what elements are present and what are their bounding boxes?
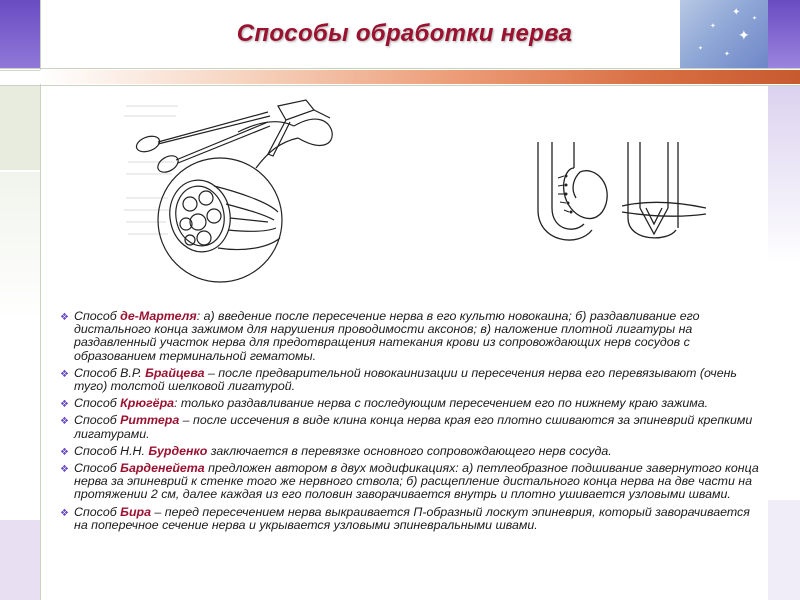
list-item xyxy=(58,462,764,502)
frame-line-left xyxy=(40,0,41,600)
left-lavender-block xyxy=(0,520,40,600)
method-prefix: Способ В.Р. xyxy=(74,365,146,380)
method-name: Брайцева xyxy=(145,365,205,380)
method-prefix: Способ xyxy=(74,461,121,476)
method-prefix: Способ xyxy=(74,396,121,411)
method-text: – после предварительной новокаинизации и пересечения нерва его перевязывают (очень туго) толстой шелковой лигатурой. xyxy=(74,365,737,394)
right-purple-block xyxy=(768,0,800,68)
method-prefix: Способ Н.Н. xyxy=(74,443,149,458)
sparkle-icon: ✦ xyxy=(752,16,758,22)
method-prefix: Способ xyxy=(74,504,121,519)
list-item xyxy=(58,367,764,393)
nerve-suture-illustration xyxy=(528,138,706,258)
method-prefix: Способ xyxy=(74,309,121,323)
diamond-bullet-icon: ❖ xyxy=(60,312,69,323)
method-prefix: Способ xyxy=(74,413,121,428)
left-decor-column xyxy=(0,0,40,600)
method-text: – перед пересечением нерва выкраивается П-образный лоскут эпиневрия, который заворачивается на поперечное сечение нерва и укрывается узловыми эпиневральными швами. xyxy=(74,504,750,532)
nerve-ligation-illustration xyxy=(118,92,350,288)
method-text: – после иссечения в виде клина конца нерва края его плотно сшиваются за эпиневрий крепкими лигатурами. xyxy=(74,413,753,441)
left-purple-block xyxy=(0,0,40,68)
right-lavender-fade xyxy=(768,86,800,266)
method-name: Бира xyxy=(120,504,151,519)
diamond-bullet-icon: ❖ xyxy=(60,464,69,476)
sparkle-icon: ✦ xyxy=(724,51,730,58)
sparkle-icon: ✦ xyxy=(738,27,750,43)
method-name: Риттера xyxy=(120,413,180,428)
left-white-block xyxy=(0,70,40,86)
diamond-bullet-icon: ❖ xyxy=(60,507,69,519)
divider-bottom xyxy=(0,85,800,86)
diamond-bullet-icon: ❖ xyxy=(60,446,69,458)
methods-list xyxy=(58,310,764,536)
method-name: Бурденко xyxy=(148,443,208,458)
right-decor-column xyxy=(768,0,800,600)
method-text: предложен автором в двух модификациях: а) петлеобразное подшивание завернутого конца нерва за эпиневрий к стенке того же нервного ствола; б) расщепление дистального конца нерва на две части на протяжении 2 см, далее каждая из его половин заворачивается внутрь и плотно ушивается узловыми швами. xyxy=(74,461,759,502)
method-name: Крюгёра xyxy=(120,396,175,411)
right-lavender-block xyxy=(768,500,800,600)
orange-gradient-bar xyxy=(40,70,800,84)
slide-title: Способы обработки нерва xyxy=(236,20,573,47)
sparkle-icon: ✦ xyxy=(698,46,704,52)
diamond-bullet-icon: ❖ xyxy=(60,416,69,428)
method-text: : а) введение после пересечение нерва в его культю новокаина; б) раздавливание его дистального конца зажимом для нарушения проводимости аксонов; в) наложение плотной лигатуры на раздавленный участок нерва для предотвращения натекания крови из сопровождающих нерв сосудов с образованием терминальной гематомы. xyxy=(74,309,700,363)
list-item xyxy=(58,397,764,410)
diamond-bullet-icon: ❖ xyxy=(60,368,69,380)
divider-top xyxy=(0,68,800,69)
left-green-block xyxy=(0,86,40,170)
method-text: заключается в перевязке основного сопровождающего нерв сосуда. xyxy=(207,443,612,458)
left-fade-block xyxy=(0,172,40,322)
sparkle-icon: ✦ xyxy=(710,23,716,30)
method-name: Барденейета xyxy=(120,461,205,476)
list-item xyxy=(58,506,764,532)
list-item xyxy=(58,445,764,458)
method-name: де-Мартеля xyxy=(120,309,197,323)
diamond-bullet-icon: ❖ xyxy=(60,399,69,411)
list-item xyxy=(58,414,764,440)
sparkle-icon: ✦ xyxy=(732,7,741,18)
list-item xyxy=(58,310,764,363)
method-text: : только раздавливание нерва с последующим пересечением его по нижнему краю зажима. xyxy=(174,396,709,411)
